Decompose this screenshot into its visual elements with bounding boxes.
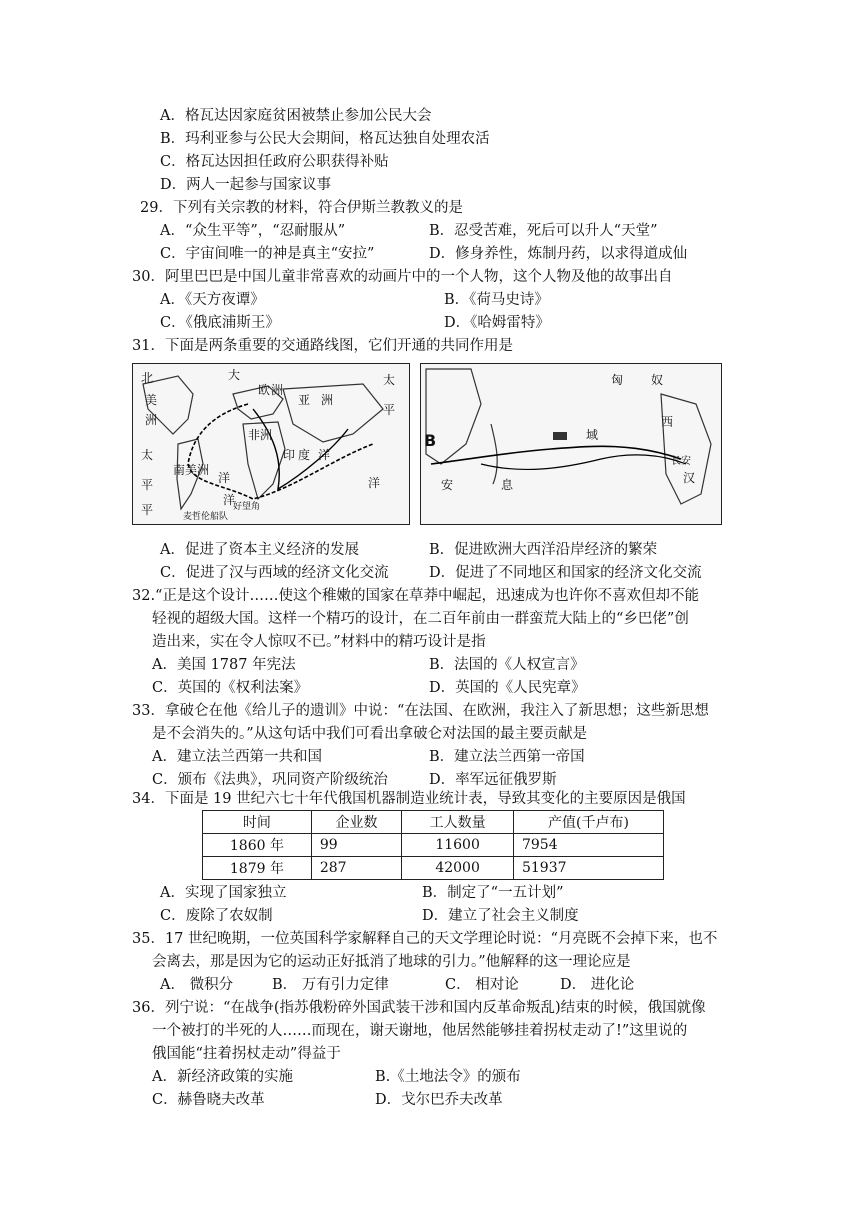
statistics-table: [202, 810, 664, 880]
q31-option-b: B．促进欧洲大西洋沿岸经济的繁荣: [429, 542, 658, 558]
map1-label: 太: [141, 448, 154, 462]
silk-road-svg: [421, 364, 721, 524]
map1-label: 洋: [223, 493, 236, 507]
q31-option-d: D．促进了不同地区和国家的经济文化交流: [429, 565, 702, 581]
new-route-map: [132, 363, 410, 525]
table-header-cell: 工人数量: [402, 811, 514, 834]
map2-label: 域: [586, 428, 599, 442]
q32-option-c: C．英国的《权利法案》: [152, 680, 309, 696]
q30-option-a: A．《天方夜谭》: [160, 292, 265, 308]
q36-option-d: D．戈尔巴乔夫改革: [375, 1092, 503, 1108]
map2-label: 息: [501, 478, 514, 492]
q34-stem: 34．下面是 19 世纪六七十年代俄国机器制造业统计表，导致其变化的主要原因是俄国: [132, 791, 686, 807]
table-cell: 287: [311, 857, 401, 880]
map1-label: 平: [141, 478, 154, 492]
map1-label: 洲: [145, 413, 158, 427]
table-cell: 42000: [402, 857, 514, 880]
map1-label: 大: [228, 368, 241, 382]
q35-option-a: A． 微积分: [160, 977, 234, 993]
sea-route-line: [188, 404, 373, 499]
table-row: [203, 834, 664, 857]
q29-option-c: C．宇宙间唯一的神是真主“安拉”: [160, 246, 375, 262]
map1-label: 洋: [218, 471, 231, 485]
q33-option-a: A．建立法兰西第一共和国: [152, 749, 322, 765]
map1-label: 北: [141, 371, 154, 385]
map1-label: 非洲: [248, 428, 273, 442]
map1-label: 欧: [258, 383, 271, 397]
q36-option-b: B.《土地法令》的颁布: [375, 1069, 521, 1085]
map1-label: 南美洲: [173, 463, 210, 477]
map2-label: 安: [441, 478, 454, 492]
table-header-cell: 企业数: [311, 811, 401, 834]
q31-option-c: C．促进了汉与西域的经济文化交流: [160, 565, 389, 581]
q33-option-c: C．颁布《法典》，巩同资产阶级统治: [152, 772, 388, 788]
q33-line1: 33．拿破仑在他《给儿子的遗训》中说：“在法国、在欧洲，我注入了新思想；这些新思想: [132, 703, 709, 719]
q35-line2: 会离去，那是因为它的运动正好抵消了地球的引力。”他解释的这一理论应是: [152, 954, 631, 970]
q28-option-d: D．两人一起参与国家议事: [160, 177, 332, 193]
map1-label: 洋: [318, 448, 331, 462]
silk-road-map: [420, 363, 722, 525]
table-cell: 1860 年: [203, 834, 312, 857]
table-cell: 99: [311, 834, 401, 857]
q36-line1: 36．列宁说：“在战争(指苏俄粉碎外国武装干涉和国内反革命叛乱)结束的时候，俄国就像: [132, 1000, 706, 1016]
table-header-row: [203, 811, 664, 834]
q36-line3: 俄国能“拄着拐杖走动”得益于: [152, 1046, 341, 1062]
q35-option-b: B． 万有引力定律: [272, 977, 389, 993]
map1-label: 度: [298, 448, 311, 462]
q33-option-b: B．建立法兰西第一帝国: [429, 749, 585, 765]
map1-label: 太: [383, 373, 396, 387]
q32-line3: 造出来，实在令人惊叹不已。”材料中的精巧设计是指: [152, 634, 486, 650]
q29-option-b: B．忍受苦难，死后可以升人“天堂”: [429, 223, 658, 239]
q30-option-c: C．《俄底浦斯王》: [160, 315, 280, 331]
q32-option-d: D．英国的《人民宪章》: [429, 680, 586, 696]
map1-label: 好望角: [233, 502, 261, 512]
silk-road-route-2: [481, 455, 686, 470]
q30-option-b: B．《荷马史诗》: [444, 292, 549, 308]
map1-label: 平: [141, 503, 154, 517]
china-outline: [661, 394, 711, 504]
map1-label: 麦哲伦船队: [183, 512, 229, 522]
q32-option-a: A．美国 1787 年宪法: [152, 657, 296, 673]
map1-label: 印: [283, 448, 296, 462]
q30-stem: 30．阿里巴巴是中国儿童非常喜欢的动画片中的一个人物，这个人物及他的故事出自: [132, 269, 673, 285]
q31-stem: 31．下面是两条重要的交通路线图，它们开通的共同作用是: [132, 338, 513, 354]
q34-option-c: C．废除了农奴制: [160, 908, 273, 924]
table-cell: 11600: [402, 834, 514, 857]
map2-label: 汉: [683, 471, 696, 485]
map2-label: B: [424, 431, 437, 450]
map1-label: 洲: [271, 383, 284, 397]
q35-option-d: D． 进化论: [560, 977, 635, 993]
q29-option-a: A．“众生平等”，“忍耐服从”: [160, 223, 346, 239]
map1-label: 平: [383, 403, 396, 417]
table-cell: 51937: [513, 857, 663, 880]
map2-label: 匈: [611, 373, 624, 387]
q33-line2: 是不会消失的。”从这句话中我们可看出拿破仑对法国的最主要贡献是: [152, 726, 588, 742]
q32-line1: 32.“正是这个设计……使这个稚嫩的国家在草莽中崛起，迅速成为也许你不喜欢但却不能: [132, 588, 699, 604]
map2-label: 奴: [651, 373, 664, 387]
world-route-svg: [133, 364, 409, 524]
q29-stem: 29．下列有关宗教的材料，符合伊斯兰教教义的是: [140, 200, 463, 216]
q28-option-b: B．玛利亚参与公民大会期间，格瓦达独自处理农活: [160, 131, 490, 147]
q32-option-b: B．法国的《人权宣言》: [429, 657, 585, 673]
region-block: [553, 432, 567, 440]
q28-option-c: C．格瓦达因担任政府公职获得补贴: [160, 154, 389, 170]
q34-option-d: D．建立了社会主义制度: [422, 908, 579, 924]
q34-option-b: B．制定了“一五计划”: [422, 885, 564, 901]
map1-label: 洋: [368, 476, 381, 490]
q28-option-a: A．格瓦达因家庭贫困被禁止参加公民大会: [160, 108, 432, 124]
q36-option-a: A．新经济政策的实施: [152, 1069, 293, 1085]
map2-label: 西: [661, 415, 674, 429]
table-header-cell: 时间: [203, 811, 312, 834]
q30-option-d: D．《哈姆雷特》: [444, 315, 550, 331]
q35-option-c: C． 相对论: [445, 977, 519, 993]
map1-label: 洲: [321, 393, 334, 407]
q31-option-a: A．促进了资本主义经济的发展: [160, 542, 359, 558]
table-row: [203, 857, 664, 880]
q29-option-d: D．修身养性，炼制丹药，以求得道成仙: [429, 246, 688, 262]
table-header-cell: 产值(千卢布): [513, 811, 663, 834]
q32-line2: 轻视的超级大国。这样一个精巧的设计，在二百年前由一群蛮荒大陆上的“乡巴佬”创: [152, 611, 689, 627]
map2-label: 长安: [671, 456, 691, 467]
q33-option-d: D．率军远征俄罗斯: [429, 772, 557, 788]
river-line: [491, 424, 497, 484]
map1-label: 亚: [298, 393, 311, 407]
q34-option-a: A．实现了国家独立: [160, 885, 287, 901]
table-cell: 7954: [513, 834, 663, 857]
map1-label: 美: [145, 393, 158, 407]
q36-line2: 一个被打的半死的人……而现在，谢天谢地，他居然能够挂着拐杖走动了!”这里说的: [152, 1023, 688, 1039]
q35-line1: 35．17 世纪晚期，一位英国科学家解释自己的天文学理论时说：“月亮既不会掉下来，也不: [132, 931, 718, 947]
q36-option-c: C．赫鲁晓夫改革: [152, 1092, 265, 1108]
table-cell: 1879 年: [203, 857, 312, 880]
